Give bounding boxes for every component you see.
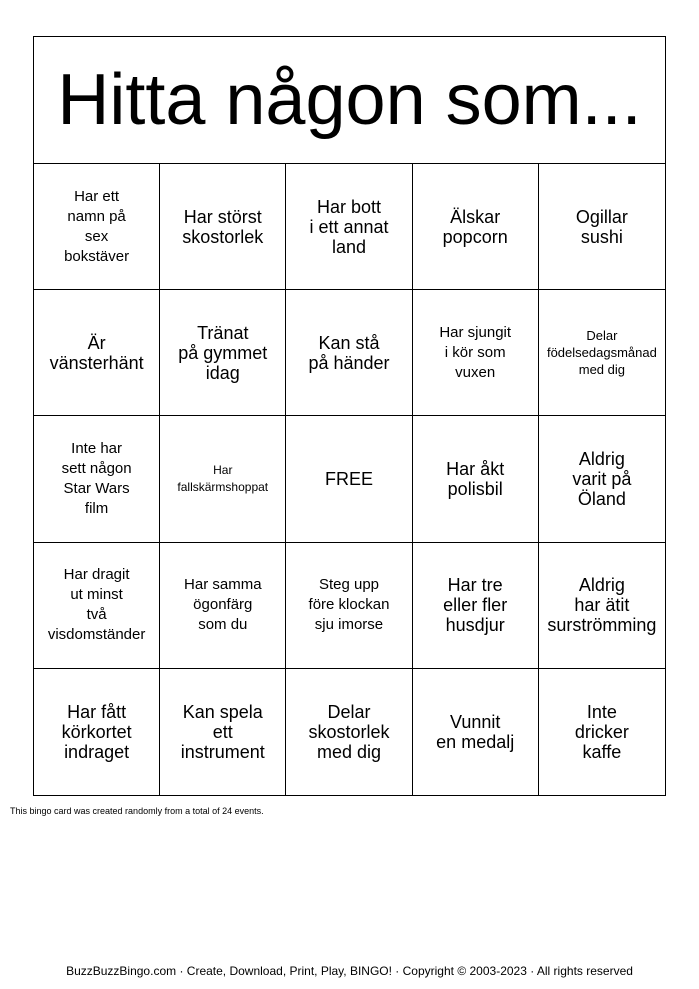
bingo-cell-r4-c2: Har samma ögonfärg som du xyxy=(160,543,286,669)
bingo-cell-r4-c4: Har tre eller fler husdjur xyxy=(413,543,539,669)
footer-copyright: BuzzBuzzBingo.com · Create, Download, Print, Play, BINGO! · Copyright © 2003-2023 · All rights reserved xyxy=(66,964,633,978)
bingo-cell-r4-c3: Steg upp före klockan sju imorse xyxy=(286,543,412,669)
bingo-cell-r1-c1: Har ett namn på sex bokstäver xyxy=(34,164,160,290)
bingo-cell-r5-c2: Kan spela ett instrument xyxy=(160,669,286,795)
bingo-cell-r2-c4: Har sjungit i kör som vuxen xyxy=(413,290,539,416)
bingo-cell-r1-c5: Ogillar sushi xyxy=(539,164,665,290)
card-title: Hitta någon som... xyxy=(34,37,665,164)
bingo-cell-r5-c4: Vunnit en medalj xyxy=(413,669,539,795)
bingo-cell-r4-c5: Aldrig har ätit surströmming xyxy=(539,543,665,669)
bingo-cell-r2-c5: Delar födelsedagsmånad med dig xyxy=(539,290,665,416)
bingo-cell-r1-c3: Har bott i ett annat land xyxy=(286,164,412,290)
bingo-cell-free: FREE xyxy=(286,416,412,542)
bingo-cell-r2-c1: Är vänsterhänt xyxy=(34,290,160,416)
bingo-card xyxy=(33,36,666,796)
bingo-cell-r5-c5: Inte dricker kaffe xyxy=(574,701,629,762)
bingo-cell-r3-c1: Inte har sett någon Star Wars film xyxy=(34,416,160,542)
bingo-cell-r4-c1: Har dragit ut minst två visdomständer xyxy=(34,543,160,669)
bingo-cell-r3-c2: Har fallskärmshoppat xyxy=(160,416,286,542)
bingo-cell-r3-c5: Aldrig varit på Öland xyxy=(539,416,665,542)
generation-note: This bingo card was created randomly from a total of 24 events. xyxy=(10,806,264,816)
bingo-cell-r2-c3: Kan stå på händer xyxy=(286,290,412,416)
bingo-cell-r5-c3: Delar skostorlek med dig xyxy=(286,669,412,795)
bingo-cell-r1-c2: Har störst skostorlek xyxy=(160,164,286,290)
bingo-cell-r3-c4: Har åkt polisbil xyxy=(413,416,539,542)
bingo-grid xyxy=(34,164,665,795)
bingo-cell-r1-c4: Älskar popcorn xyxy=(413,164,539,290)
bingo-cell-r5-c1: Har fått körkortet indraget xyxy=(34,669,160,795)
bingo-cell-r2-c2: Tränat på gymmet idag xyxy=(160,290,286,416)
